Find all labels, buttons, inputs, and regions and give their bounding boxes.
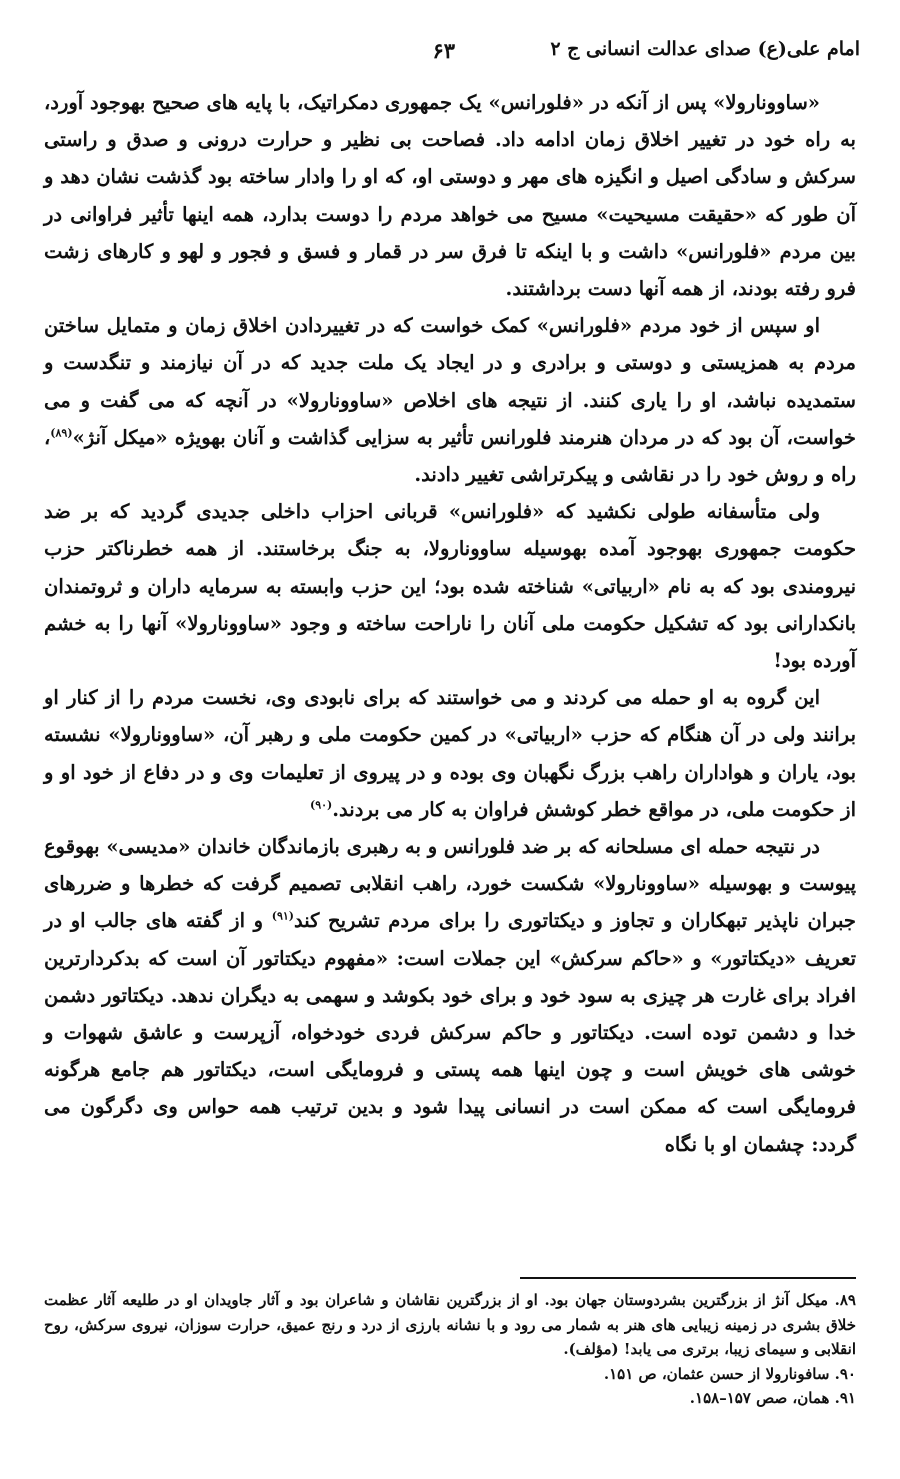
footnotes <box>44 1288 856 1411</box>
page-number: ۶۳ <box>432 38 455 63</box>
footnote: ۹۱. همان، صص ۱۵۷–۱۵۸. <box>689 1389 856 1407</box>
footnote-ref[interactable]: (۸۹) <box>50 426 73 440</box>
paragraph <box>44 679 856 828</box>
running-title: امام علی(ع) صدای عدالت انسانی ج ۲ <box>550 38 860 60</box>
paragraph-text: او سپس از خود مردم «فلورانس» کمک خواست که در تغییردادن اخلاق زمان و متمایل ساختن مردم به همزیستی و دوستی و برادری و در ایجاد یک ملت جدید که در آن نیازمند و تنگدست و ستمدیده نباشد، او را یاری کنند. از نتیجه های اخلاص «ساوونارولا» در آنچه که می گفت و می خواست، آن بود که در مردان هنرمند فلورانس تأثیر به سزایی گذاشت و آنان بهویژه «میکل آنژ» <box>44 314 856 449</box>
body-text <box>44 84 856 1163</box>
paragraph-text: ولی متأسفانه طولی نکشید که «فلورانس» قربانی احزاب داخلی جدیدی گردید که بر ضد حکومت جمهوری بهوجود آمده بهوسیله ساوونارولا، به جنگ برخاستند. از همه خطرناکتر حزب نیرومندی بود که به نام «اربیاتی» شناخته شده بود؛ این حزب وابسته به سرمایه داران و ثروتمندان بانکدارانی بود که تشکیل حکومت ملی آنان را ناراحت ساخته و وجود «ساوونارولا» آنها را به خشم آورده بود! <box>44 500 856 673</box>
paragraph-text: «ساوونارولا» پس از آنکه در «فلورانس» یک جمهوری دمکراتیک، با پایه های صحیح بهوجود آورد، به راه خود در تغییر اخلاق زمان ادامه داد. فصاحت بی نظیر و حرارت درونی و صدق و راستی سرکش و سادگی اصیل و انگیزه های مهر و دوستی او، که او را وادار ساخته بود گذشت نشان دهد و آن طور که «حقیقت مسیحیت» مسیح می خواهد مردم را دوست بدارد، همه اینها تأثیر فراوانی در بین مردم «فلورانس» داشت و با اینکه تا فرق سر در قمار و فسق و فجور و لهو و کارهای زشت فرو رفته بودند، از همه آنها دست برداشتند. <box>44 91 856 301</box>
paragraph <box>44 307 856 493</box>
paragraph-text: این گروه به او حمله می کردند و می خواستند که برای نابودی وی، نخست مردم را از کنار او برانند ولی در آن هنگام که حزب «اربیاتی» در کمین حکومت ملی و رهبر آن، «ساوونارولا» نشسته بود، یاران و هواداران راهب بزرگ نگهبان وی بوده و در پیروی از تعلیمات وی و در دفاع از خود او و از حکومت ملی، در مواقع خطر کوشش فراوان به کار می بردند. <box>44 686 856 821</box>
footnote: ۹۰. سافونارولا از حسن عثمان، ص ۱۵۱. <box>603 1364 856 1383</box>
footnote-separator <box>520 1277 856 1279</box>
paragraph <box>44 84 856 307</box>
paragraph-text: و از گفته های جالب او در تعریف «دیکتاتور» و «حاکم سرکش» این جملات است: «مفهوم دیکتاتور آن است که بدکردارترین افراد برای غارت هر چیزی به سود خود و برای خود بکوشد و سهمی به دیگران ندهد. دیکتاتور دشمن خدا و دشمن توده است. دیکتاتور و حاکم سرکش فردی خودخواه، آزپرست و عاشق شهوات و خوشی های خویش است و چون اینها همه پستی و فرومایگی است، دیکتاتور هم جامع هرگونه فرومایگی است که ممکن است در انسانی پیدا شود و بدین ترتیب همه حواس وی دگرگون می گردد: چشمان او با نگاه <box>44 909 856 1156</box>
paragraph <box>44 493 856 679</box>
paragraph-text: ، راه و روش خود را در نقاشی و پیکرتراشی تغییر دادند. <box>44 425 856 487</box>
page-header <box>40 30 860 70</box>
footnote: ۸۹. میکل آنژ از بزرگترین بشردوستان جهان بود. او از بزرگترین نقاشان و شاعران بود و آثار جاویدان او در طلیعه آثار عظمت خلاق بشری در زمینه زیبایی های هنر به شمار می رود و با نشانه بارزی از درد و رنج عمیق، حرارت سوزان، نیروی سرکش، روح انقلابی و سیمای زیبا، برتری می یابد! (مؤلف). <box>44 1291 856 1358</box>
footnote-ref[interactable]: (۹۰) <box>309 798 333 812</box>
paragraph-text: در نتیجه حمله ای مسلحانه که بر ضد فلورانس و به رهبری بازماندگان خاندان «مدیسی» بهوقوع پیوست و بهوسیله «ساوونارولا» شکست خورد، راهب انقلابی تصمیم گرفت که خطرها و ضررهای جبران ناپذیر تبهکاران و تجاوز و دیکتاتوری را برای مردم تشریح کند <box>44 835 856 933</box>
footnote-ref[interactable]: (۹۱) <box>271 909 294 923</box>
paragraph <box>44 828 856 1163</box>
